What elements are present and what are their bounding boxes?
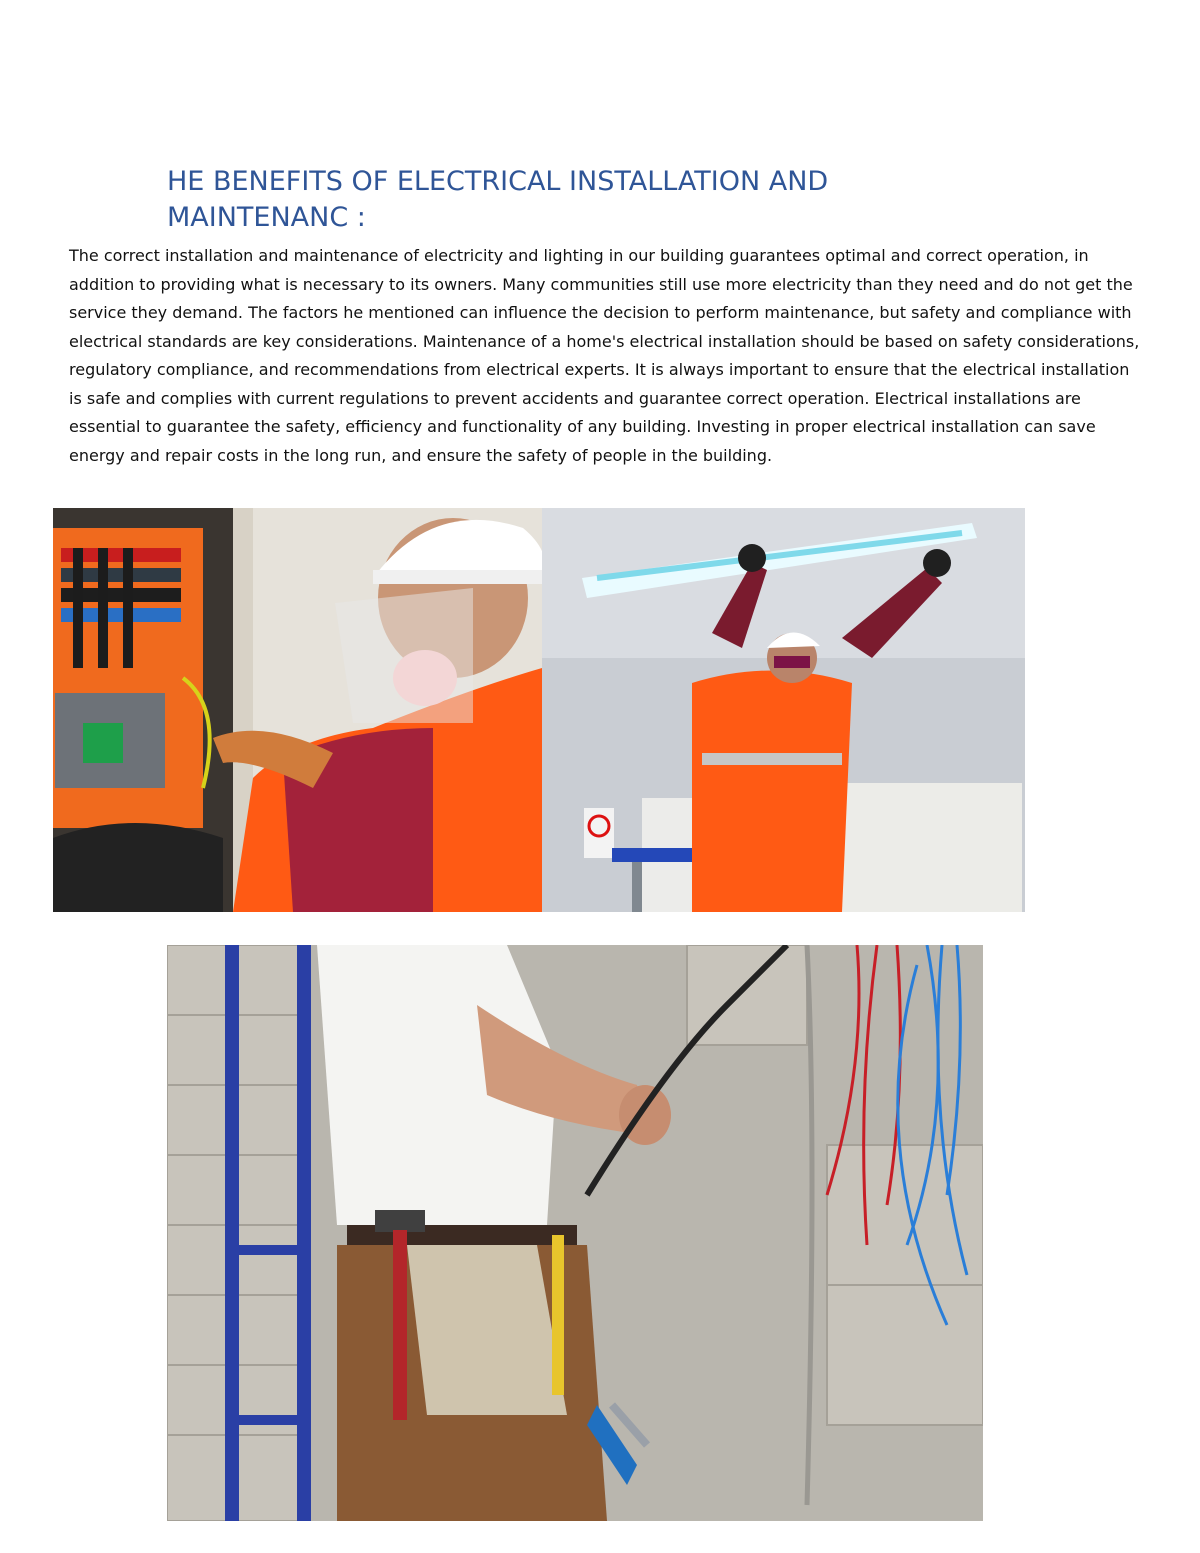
ceiling-light-installation-photo [542,508,1025,912]
electrician-toolbelt-photo [167,945,983,1521]
title-line-2: MAINTENANC : [167,202,366,233]
title-line-1: HE BENEFITS OF ELECTRICAL INSTALLATION AND [167,166,829,197]
electrician-panel-photo [53,508,542,912]
document-title [167,164,1027,236]
body-paragraph: The correct installation and maintenance of electricity and lighting in our building guarantees optimal and correct operation, in addition to providing what is necessary to its owners. Many communities still use more electricity than they need and do not get the service they demand. The factors he mentioned can influence the decision to perform maintenance, but safety and compliance with electrical standards are key considerations. Maintenance of a home's electrical installation should be based on safety considerations, regulatory compliance, and recommendations from electrical experts. It is always important to ensure that the electrical installation is safe and complies with current regulations to prevent accidents and guarantee correct operation. Electrical installations are essential to guarantee the safety, efficiency and functionality of any building. Investing in proper electrical installation can save energy and repair costs in the long run, and ensure the safety of people in the building. [69,246,1140,465]
